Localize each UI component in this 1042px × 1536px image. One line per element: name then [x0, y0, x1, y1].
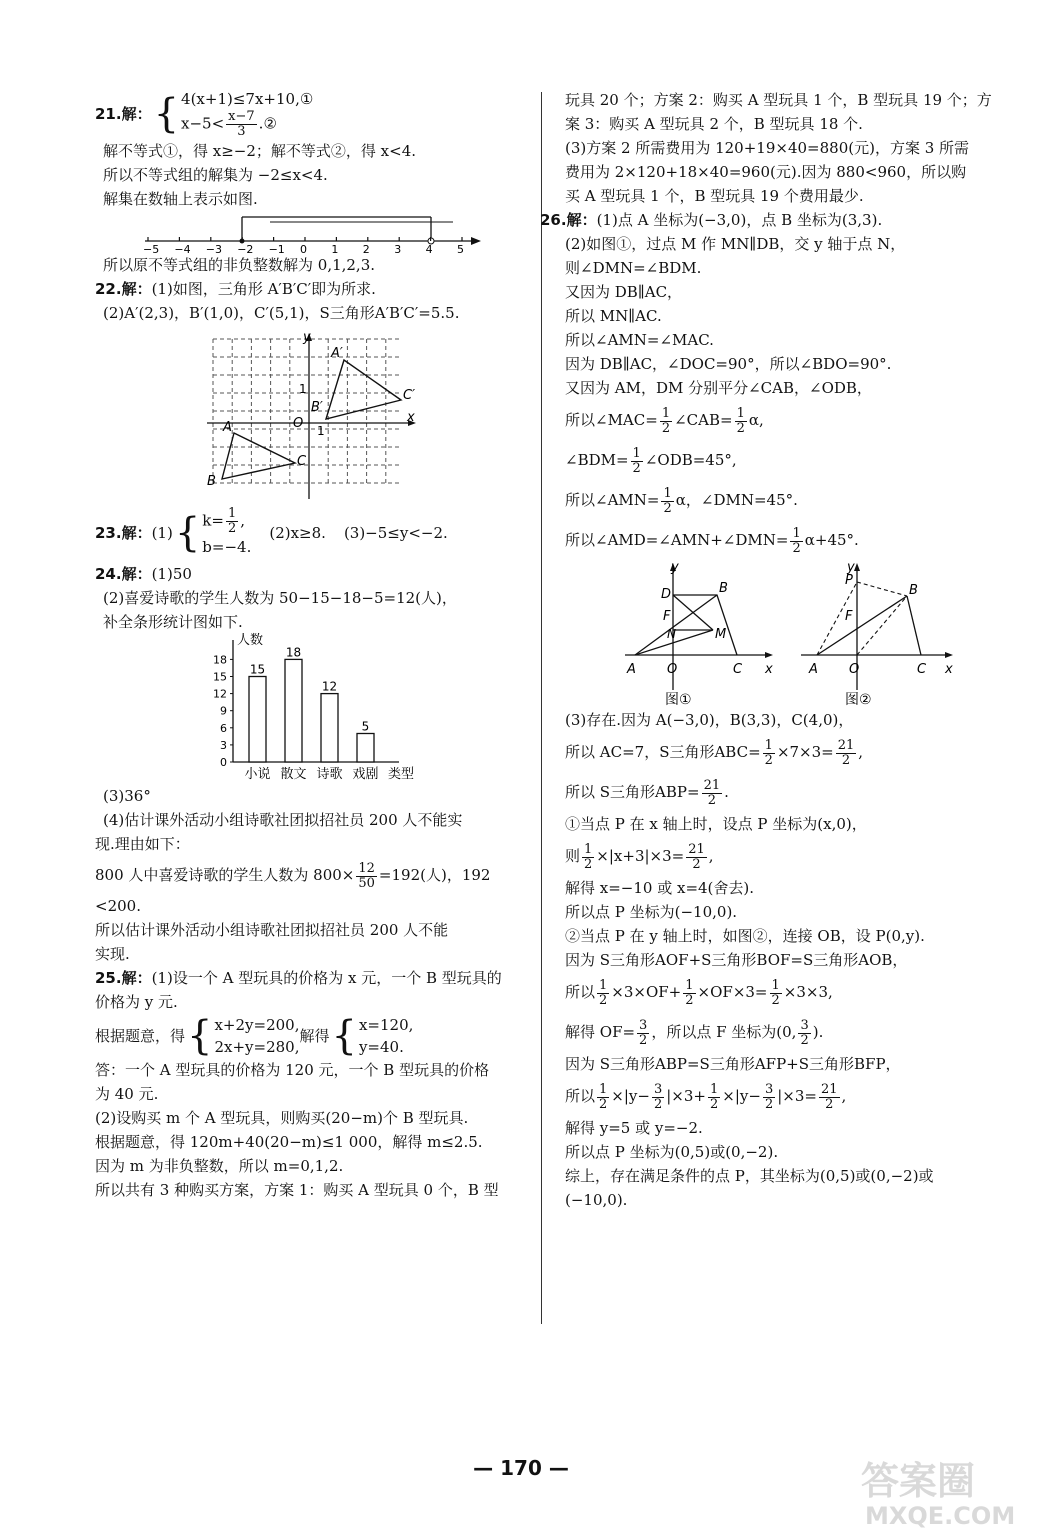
point-label: N — [667, 627, 676, 641]
q26-formula: , — [858, 743, 864, 761]
q26-formula: α+45°. — [804, 531, 859, 549]
q26-formula: ×|y− — [722, 1087, 761, 1105]
q24-label: 24.解： — [95, 565, 152, 583]
frac-den: 2 — [692, 856, 701, 872]
category-label: 诗歌 — [316, 767, 343, 782]
triangle-abc — [222, 433, 295, 479]
q25-eq: y=40. — [358, 1038, 404, 1056]
column-divider — [541, 92, 542, 1324]
q25-line: 案 3：购买 A 型玩具 2 个，B 型玩具 18 个. — [565, 115, 863, 133]
q24-line: (4)估计课外活动小组诗歌社团拟招社员 200 人不能实 — [103, 811, 463, 829]
frac-num: 21 — [820, 1081, 838, 1097]
q26-formula: 解得 OF= — [565, 1023, 636, 1041]
q26-formula: 所以∠AMD=∠AMN+∠DMN= — [565, 531, 789, 549]
point-label: B — [909, 583, 918, 598]
frac-num: 1 — [661, 405, 671, 421]
frac-den: 2 — [792, 540, 801, 556]
q26-formula: ×3×3, — [783, 983, 833, 1001]
origin-label: O — [667, 662, 678, 677]
q26-line: 又因为 DB∥AC， — [565, 283, 683, 301]
q26-line: 所以 MN∥AC. — [565, 307, 662, 325]
q24-line: 补全条形统计图如下. — [103, 613, 243, 631]
frac-den: 2 — [771, 992, 780, 1008]
arrow-icon — [765, 652, 773, 658]
q26-line: (1)点 A 坐标为(−3,0)，点 B 坐标为(3,3). — [596, 211, 883, 229]
q24-line: (1)50 — [151, 565, 192, 583]
tick-label: 0 — [300, 243, 307, 256]
arrow-icon — [854, 563, 860, 571]
q24-line: =192(人)，192 — [378, 866, 491, 884]
frac-den: 2 — [632, 460, 641, 476]
figure-2 — [801, 560, 953, 708]
q26-line: (3)存在.因为 A(−3,0)，B(3,3)，C(4,0)， — [565, 711, 854, 729]
frac-num: 3 — [800, 1017, 809, 1033]
q21-label: 21.解： — [95, 104, 152, 123]
frac-num: 1 — [599, 977, 608, 993]
x-label: x — [407, 410, 415, 425]
bar — [285, 659, 302, 762]
q23-part: (3)−5≤y<−2. — [343, 523, 448, 542]
y-tick-label: 3 — [220, 738, 227, 752]
frac-den: 2 — [764, 1096, 774, 1112]
category-label: 散文 — [280, 767, 307, 782]
q25-line: 为 40 元. — [95, 1085, 159, 1103]
frac-den: 2 — [685, 992, 694, 1008]
tick-label: 1 — [331, 243, 339, 256]
tick-label: 5 — [457, 243, 464, 256]
frac-num: 1 — [584, 841, 593, 857]
figure-1 — [625, 560, 773, 708]
frac-num: 1 — [599, 1081, 608, 1097]
point-label: B′ — [311, 400, 323, 415]
bar — [321, 694, 338, 762]
frac-num: 3 — [639, 1017, 648, 1033]
point-label: A — [627, 662, 636, 677]
frac-den: 2 — [639, 1032, 648, 1048]
q26-line: 所以∠AMN=∠MAC. — [565, 331, 714, 349]
q26-formula: ). — [812, 1023, 824, 1041]
frac-den: 2 — [825, 1096, 834, 1112]
q25-line: (1)设一个 A 型玩具的价格为 x 元，一个 B 型玩具的 — [151, 969, 502, 987]
frac-den: 2 — [709, 1096, 719, 1112]
q26-formula: ×|y− — [611, 1087, 650, 1105]
frac-den: 3 — [237, 124, 246, 139]
y-label: y — [303, 330, 311, 345]
frac-den: 2 — [663, 500, 672, 516]
point-label: F — [845, 609, 853, 624]
q21-line: 所以原不等式组的非负整数解为 0,1,2,3. — [103, 256, 376, 274]
page-number: — 170 — — [473, 1456, 569, 1480]
point-label: C — [733, 662, 743, 677]
q26-line: 因为 S三角形ABP=S三角形AFP+S三角形BFP， — [565, 1055, 901, 1073]
q23: 23.解： (1) { k= $\frac{1}{2}$ , b=−4. (2)x≥8. (3)−5≤y<−2. — [95, 506, 448, 556]
tick-label: −2 — [237, 243, 254, 256]
q21-line: 解集在数轴上表示如图. — [103, 190, 258, 208]
frac-num: 3 — [764, 1081, 774, 1097]
q24-line: 800 人中喜爱诗歌的学生人数为 800× — [95, 866, 355, 884]
q25-line: 所以共有 3 种购买方案，方案 1：购买 A 型玩具 0 个，B 型 — [95, 1181, 499, 1199]
q26-formula: , — [708, 847, 714, 865]
q23-label: 23.解： — [95, 523, 152, 542]
arrow-icon — [945, 652, 953, 658]
q25-line: 买 A 型玩具 1 个，B 型玩具 19 个费用最少. — [565, 187, 864, 205]
frac-num: 21 — [837, 737, 855, 753]
tick-label: −1 — [268, 243, 285, 256]
x-axis-label: 类型 — [387, 767, 415, 782]
bar-chart — [207, 633, 415, 784]
figure-caption: 图② — [845, 692, 872, 708]
q21: 21.解： { 4(x+1)≤7x+10,① x−5< $\frac{x-7}{3}$ .② 解不等式①，得 x≥−2；解不等式②，得 x<4. 所以不等式组的解集为 −2≤x<4. 解集在数轴上表示如图. −5 −4 −3 −2 −1 0 1 2 3 4 5 所以原不等式组的非负整数解为 0,1,2,3. — [95, 88, 531, 277]
y-tick-label: 15 — [213, 670, 227, 684]
q24-line: (3)36° — [103, 787, 151, 805]
y-label: y — [671, 560, 679, 575]
q26-line: 则∠DMN=∠BDM. — [565, 259, 702, 277]
origin-label: O — [293, 416, 304, 431]
point-label: B — [207, 474, 216, 489]
q26-formula: 所以 — [565, 1087, 596, 1105]
q23-k: k= — [202, 511, 224, 530]
frac-num: 1 — [771, 977, 780, 993]
frac-num: x−7 — [228, 109, 255, 124]
q24-line: 实现. — [95, 945, 130, 963]
number-line — [143, 211, 505, 256]
q25-line: 费用为 2×120+18×40=960(元).因为 880<960，所以购 — [565, 163, 967, 181]
q26-formula: , — [841, 1087, 847, 1105]
q22-label: 22.解： — [95, 280, 152, 298]
watermark-logo — [855, 1450, 1025, 1530]
q26-formula: ×OF×3= — [697, 983, 768, 1001]
frac-den: 2 — [707, 792, 716, 808]
frac-num: 1 — [764, 737, 773, 753]
point-label: B — [719, 581, 728, 596]
point-label: C — [297, 454, 307, 469]
y-tick-label: 12 — [213, 687, 227, 701]
bar-value-label: 18 — [285, 645, 302, 660]
q26-line: 解得 x=−10 或 x=4(舍去). — [565, 879, 755, 897]
y-axis-label: 人数 — [237, 633, 264, 648]
q22-line: (2)A′(2,3)，B′(1,0)，C′(5,1)，S三角形A′B′C′=5.5. — [103, 304, 460, 322]
q26-formula: ×3×OF+ — [611, 983, 682, 1001]
q23-k-end: , — [240, 511, 246, 530]
q25-line: 解得 — [299, 1027, 330, 1045]
watermark-text: 答案圈 — [861, 1459, 976, 1503]
arrow-icon — [471, 237, 481, 245]
q24-line: 所以估计课外活动小组诗歌社团拟招社员 200 人不能 — [95, 921, 449, 939]
grid-figure — [207, 331, 427, 501]
unit-label: 1 — [299, 382, 307, 396]
point-label: D — [661, 587, 672, 602]
bar-value-label: 12 — [321, 679, 338, 694]
frac-num: 1 — [632, 445, 641, 461]
bar-value-label: 15 — [249, 662, 266, 677]
q21-line: 解不等式①，得 x≥−2；解不等式②，得 x<4. — [103, 142, 417, 160]
q26-formula: ∠BDM= — [565, 451, 629, 469]
q26-formula: 则 — [565, 847, 581, 865]
point-label: A′ — [331, 346, 343, 361]
q26-line: 因为 DB∥AC，∠DOC=90°，所以∠BDO=90°. — [565, 355, 892, 373]
tick-label: 2 — [362, 243, 370, 256]
q25-line: 价格为 y 元. — [95, 993, 178, 1011]
q26-formula: ×|x+3|×3= — [596, 847, 685, 865]
frac-num: 1 — [709, 1081, 719, 1097]
q26-line: 因为 S三角形AOF+S三角形BOF=S三角形AOB， — [565, 951, 908, 969]
frac-num: 1 — [227, 506, 237, 521]
frac-den: 2 — [599, 992, 608, 1008]
q26-line: 所以点 P 坐标为(0,5)或(0,−2). — [565, 1143, 779, 1161]
tick-label: 3 — [394, 243, 402, 256]
frac-num: 12 — [358, 860, 375, 876]
q25-line: 玩具 20 个；方案 2：购买 A 型玩具 1 个，B 型玩具 19 个；方 — [565, 91, 992, 109]
q26-formula: ×7×3= — [776, 743, 834, 761]
q25-eq: x+2y=200, — [214, 1016, 300, 1034]
frac-den: 2 — [841, 752, 851, 768]
q26-line: 又因为 AM，DM 分别平分∠CAB，∠ODB， — [565, 379, 872, 397]
watermark-text: MXQE.COM — [865, 1502, 1016, 1530]
frac-den: 2 — [653, 1096, 663, 1112]
q23-part: (2)x≥8. — [269, 523, 326, 542]
frac-den: 2 — [764, 752, 773, 768]
q21-line: 所以不等式组的解集为 −2≤x<4. — [103, 166, 328, 184]
origin-label: O — [849, 662, 860, 677]
category-label: 戏剧 — [352, 767, 379, 782]
triangle-apbpcp — [326, 360, 401, 419]
q25: 25.解：(1)设一个 A 型玩具的价格为 x 元，一个 B 型玩具的 价格为 y 元. 根据题意，得 { x+2y=200, 2x+y=280, 解得 { x=120, y=40. 答：一个 A 型玩具的价格为 120 元，一个 B 型玩具的价格 为 40 元. (2)设购买 m 个 A 型玩具，则购买(20−m)个 B 型玩具. 根据题意，得 120m+40(20−m)≤1 000，解得 m≤2.5. 因为 m 为非负整数，所以 m=0,1,2. 所以共有 3 种购买方案，方案 1：购买 A 型玩具 0 个，B 型 — [95, 966, 531, 1202]
frac-den: 2 — [599, 1096, 608, 1112]
q25-line: 根据题意，得 — [95, 1027, 186, 1045]
frac-num: 21 — [703, 777, 721, 793]
point-label: P — [845, 573, 853, 588]
frac-num: 21 — [688, 841, 705, 857]
y-tick-label: 18 — [213, 653, 227, 667]
point-label: M — [715, 627, 727, 642]
bar — [249, 677, 266, 763]
q26-line: 解得 y=5 或 y=−2. — [565, 1119, 703, 1137]
q26-label: 26.解： — [540, 211, 597, 229]
frac-num: 1 — [663, 485, 672, 501]
x-label: x — [765, 662, 773, 677]
q26-figures — [621, 560, 1021, 708]
frac-num: 1 — [736, 405, 745, 421]
q25-eq: x=120, — [358, 1016, 414, 1034]
y-tick-label: 6 — [220, 721, 227, 735]
x-label: x — [945, 662, 953, 677]
point-label: F — [663, 609, 671, 624]
point-label: A — [809, 662, 818, 677]
q24-line: (2)喜爱诗歌的学生人数为 50−15−18−5=12(人)， — [103, 589, 457, 607]
q21-ineq1: 4(x+1)≤7x+10,① — [181, 90, 314, 108]
tick-label: −3 — [205, 243, 223, 256]
frac-den: 2 — [800, 1032, 809, 1048]
q26-formula: α, — [748, 411, 764, 429]
q23-part: (1) — [151, 523, 173, 542]
q25-eq: 2x+y=280, — [214, 1038, 300, 1056]
q25-line: (2)设购买 m 个 A 型玩具，则购买(20−m)个 B 型玩具. — [95, 1109, 469, 1127]
q24-line: <200. — [95, 897, 141, 915]
q24-line: 现.理由如下： — [95, 835, 190, 853]
frac-den: 2 — [661, 420, 671, 436]
frac-den: 2 — [584, 856, 593, 872]
q26-line: (−10,0). — [565, 1191, 628, 1209]
frac-den: 2 — [736, 420, 745, 436]
q26-formula: 所以∠AMN= — [565, 491, 660, 509]
frac-num: 1 — [685, 977, 694, 993]
q26 — [540, 208, 1015, 1212]
right-column — [540, 88, 1015, 1212]
q26-formula: (0, — [776, 1023, 797, 1041]
tick-label: −5 — [143, 243, 160, 256]
q26-formula: α，∠DMN=45°. — [675, 491, 798, 509]
point-label: C — [917, 662, 927, 677]
q25-line: 根据题意，得 120m+40(20−m)≤1 000，解得 m≤2.5. — [95, 1133, 483, 1151]
q21-ineq2: x−5< — [181, 114, 225, 133]
q23-b: b=−4. — [202, 538, 252, 556]
category-label: 小说 — [244, 767, 271, 782]
q26-formula: 所以 S三角形ABP= — [565, 783, 700, 801]
y-tick-label: 9 — [220, 704, 227, 718]
q26-formula: ，所以点 F 坐标为 — [651, 1023, 777, 1041]
q21-ineq2-end: .② — [258, 114, 277, 133]
q25-line: (3)方案 2 所需费用为 120+19×40=880(元)，方案 3 所需 — [565, 139, 970, 157]
q26-formula: ∠CAB= — [674, 411, 733, 429]
frac-den: 50 — [358, 875, 375, 891]
y-label: y — [847, 560, 855, 575]
q25-label: 25.解： — [95, 969, 152, 987]
q26-formula: . — [724, 783, 729, 801]
q22-line: (1)如图，三角形 A′B′C′即为所求. — [151, 280, 376, 298]
left-column — [95, 88, 531, 1202]
frac-num: 1 — [792, 525, 801, 541]
frac-num: 3 — [653, 1081, 663, 1097]
q25-line: 因为 m 为非负整数，所以 m=0,1,2. — [95, 1157, 344, 1175]
y-tick-label: 0 — [220, 756, 227, 769]
q25-line: 答：一个 A 型玩具的价格为 120 元，一个 B 型玩具的价格 — [95, 1061, 490, 1079]
q26-line: 综上，存在满足条件的点 P，其坐标为(0,5)或(0,−2)或 — [565, 1167, 934, 1185]
tick-label: 4 — [425, 243, 433, 256]
q26-line: (2)如图①，过点 M 作 MN∥DB，交 y 轴于点 N， — [565, 235, 906, 253]
frac-den: 2 — [227, 521, 237, 536]
q26-formula: 所以 AC=7，S三角形ABC= — [565, 743, 761, 761]
bar-value-label: 5 — [361, 719, 370, 734]
q26-formula: 所以∠MAC= — [565, 411, 658, 429]
q24 — [95, 562, 531, 966]
q26-line: 所以点 P 坐标为(−10,0). — [565, 903, 738, 921]
q22 — [95, 277, 531, 501]
tick-label: −4 — [174, 243, 191, 256]
q26-line: ①当点 P 在 x 轴上时，设点 P 坐标为(x,0)， — [565, 815, 867, 833]
unit-label: 1 — [317, 424, 325, 438]
figure-caption: 图① — [665, 692, 692, 708]
q26-formula: |×3= — [777, 1087, 817, 1105]
q26-line: ②当点 P 在 y 轴上时，如图②，连接 OB，设 P(0,y). — [565, 927, 925, 945]
q26-formula: 所以 — [565, 983, 596, 1001]
q26-formula: ∠ODB=45°, — [644, 451, 737, 469]
point-label: A — [223, 420, 232, 435]
bar — [357, 734, 374, 763]
q26-formula: |×3+ — [666, 1087, 706, 1105]
point-label: C′ — [403, 388, 416, 403]
